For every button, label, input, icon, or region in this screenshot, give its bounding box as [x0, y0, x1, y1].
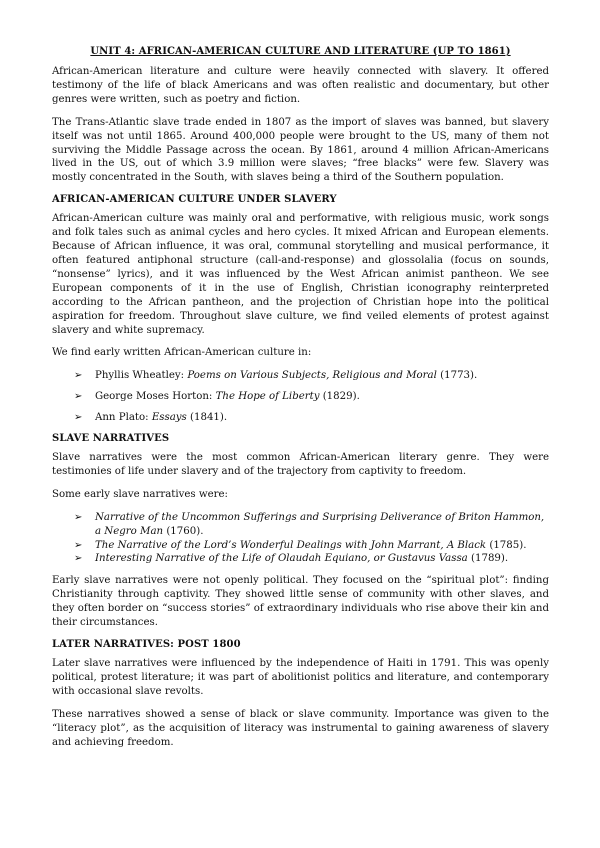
list-item	[52, 511, 549, 539]
intro-paragraph-1: African-American literature and culture were heavily connected with slavery. It offered testimony of the life of black Americans and was often realistic and documentary, but other genres were written, such as poetry and fiction.	[52, 66, 549, 105]
work-author: George Moses Horton:	[95, 391, 216, 403]
later-paragraph-1: Later slave narratives were influenced by the independence of Haiti in 1791. This was openly political, protest literature; it was part of abolitionist politics and literature, and contemporary with occasional slave revolts.	[52, 658, 549, 697]
narrative-title: Interesting Narrative of the Life of Olaudah Equiano, or Gustavus Vassa	[95, 553, 468, 565]
work-year: (1841).	[186, 412, 228, 424]
narrative-title: Narrative of the Uncommon Sufferings and Surprising Deliverance of Briton Hammon, a Negro Man	[95, 511, 545, 537]
culture-paragraph-2: We find early written African-American culture in:	[52, 347, 312, 359]
work-title: The Hope of Liberty	[215, 391, 320, 403]
later-paragraph-2: These narratives showed a sense of black or slave community. Importance was given to the “literacy plot”, as the acquisition of literacy was instrumental to gaining awareness of slavery and achieving freedom.	[52, 708, 549, 748]
section-heading-later-narratives: LATER NARRATIVES: POST 1800	[52, 639, 241, 650]
arrow-bullet-icon: ➢	[74, 511, 83, 523]
document-page	[52, 46, 549, 758]
work-title: Poems on Various Subjects, Religious and Moral	[187, 370, 437, 382]
work-author: Phyllis Wheatley:	[95, 370, 188, 382]
narrative-year: (1760).	[163, 525, 204, 537]
list-item	[52, 411, 549, 425]
narrative-title: The Narrative of the Lord’s Wonderful Dealings with John Marrant, A Black	[95, 539, 487, 551]
narrative-year: (1785).	[486, 539, 527, 551]
list-item	[52, 552, 549, 566]
intro-paragraph-2: The Trans-Atlantic slave trade ended in 1807 as the import of slaves was banned, but slavery itself was not until 1865. Around 400,000 people were brought to the US, many of them not surviving the Middle Passage across the ocean. By 1861, around 4 million African-Americans lived in the US, out of which 3.9 million were slaves; “free blacks” were few. Slavery was mostly concentrated in the South, with slaves being a third of the Southern population.	[52, 116, 549, 184]
arrow-bullet-icon: ➢	[74, 539, 83, 551]
arrow-bullet-icon: ➢	[74, 412, 83, 424]
arrow-bullet-icon: ➢	[74, 391, 83, 403]
work-author: Ann Plato:	[95, 412, 152, 424]
section-heading-culture: AFRICAN-AMERICAN CULTURE UNDER SLAVERY	[52, 194, 337, 206]
list-item	[52, 390, 549, 404]
work-title: Essays	[151, 412, 187, 424]
work-year: (1829).	[319, 391, 360, 403]
narratives-paragraph-3: Early slave narratives were not openly political. They focused on the “spiritual plot”: finding Christianity through captivity. They showed little sense of community with other slaves, and they often border on “success stories” of extraordinary individuals who rise above their kin and their circumstances.	[52, 575, 549, 629]
arrow-bullet-icon: ➢	[74, 553, 83, 565]
work-year: (1773).	[436, 370, 478, 382]
early-narratives-list	[52, 511, 549, 567]
narratives-paragraph-2: Some early slave narratives were:	[52, 488, 228, 500]
early-works-list	[52, 369, 549, 425]
culture-paragraph-1: African-American culture was mainly oral and performative, with religious music, work songs and folk tales such as animal cycles and hero cycles. It mixed African and European elements. Because of African influence, it was oral, communal storytelling and musical performance, it often featured antiphonal structure (call-and-response) and glossolalia (focus on sounds, “nonsense” lyrics), and it was influenced by the West African animist pantheon. We see European components of it in the use of English, Christian iconography reinterpreted according to the African pantheon, and the projection of Christian hope into the political aspiration for freedom. Throughout slave culture, we find veiled elements of protest against slavery and white supremacy.	[52, 213, 549, 336]
narratives-paragraph-1: Slave narratives were the most common African-American literary genre. They were testimonies of life under slavery and of the trajectory from captivity to freedom.	[52, 452, 549, 477]
list-item	[52, 539, 549, 553]
narrative-year: (1789).	[467, 553, 509, 565]
section-heading-slave-narratives: SLAVE NARRATIVES	[52, 433, 170, 445]
unit-title: UNIT 4: AFRICAN-AMERICAN CULTURE AND LITERATURE (UP TO 1861)	[90, 46, 511, 57]
arrow-bullet-icon: ➢	[74, 370, 83, 382]
list-item	[52, 369, 549, 383]
